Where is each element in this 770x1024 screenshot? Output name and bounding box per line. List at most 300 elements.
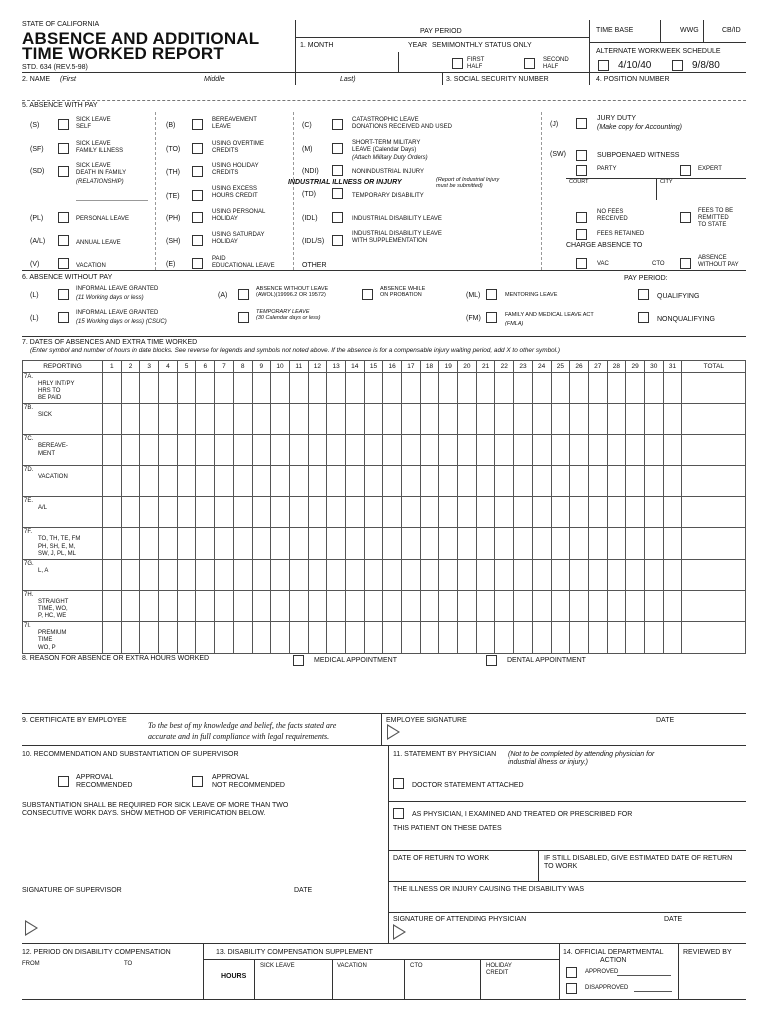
day-cell[interactable] (439, 559, 458, 590)
day-cell[interactable] (103, 373, 122, 404)
day-cell[interactable] (420, 622, 439, 653)
day-cell[interactable] (420, 404, 439, 435)
day-cell[interactable] (626, 373, 645, 404)
sick-leave-self-checkbox[interactable] (58, 119, 69, 130)
day-cell[interactable] (103, 404, 122, 435)
day-cell[interactable] (159, 435, 178, 466)
day-cell[interactable] (308, 590, 327, 621)
day-cell[interactable] (196, 466, 215, 497)
day-cell[interactable] (215, 497, 234, 528)
day-cell[interactable] (233, 590, 252, 621)
day-cell[interactable] (663, 622, 682, 653)
total-cell[interactable] (682, 373, 746, 404)
day-cell[interactable] (514, 590, 533, 621)
day-cell[interactable] (177, 373, 196, 404)
day-cell[interactable] (607, 466, 626, 497)
day-cell[interactable] (476, 435, 495, 466)
day-cell[interactable] (252, 559, 271, 590)
day-cell[interactable] (252, 590, 271, 621)
day-cell[interactable] (308, 497, 327, 528)
day-cell[interactable] (607, 373, 626, 404)
day-cell[interactable] (196, 528, 215, 559)
using-personal-holiday-checkbox[interactable] (192, 212, 203, 223)
schedule-4-10-40-checkbox[interactable] (598, 60, 609, 71)
day-cell[interactable] (570, 435, 589, 466)
day-cell[interactable] (252, 435, 271, 466)
day-cell[interactable] (383, 466, 402, 497)
day-cell[interactable] (551, 404, 570, 435)
day-cell[interactable] (532, 404, 551, 435)
day-cell[interactable] (551, 373, 570, 404)
day-cell[interactable] (551, 435, 570, 466)
day-cell[interactable] (121, 466, 140, 497)
day-cell[interactable] (439, 622, 458, 653)
day-cell[interactable] (252, 404, 271, 435)
day-cell[interactable] (327, 373, 346, 404)
day-cell[interactable] (514, 435, 533, 466)
day-cell[interactable] (308, 559, 327, 590)
day-cell[interactable] (252, 622, 271, 653)
day-cell[interactable] (495, 528, 514, 559)
day-cell[interactable] (103, 497, 122, 528)
day-cell[interactable] (364, 590, 383, 621)
day-cell[interactable] (476, 373, 495, 404)
day-cell[interactable] (644, 466, 663, 497)
total-cell[interactable] (682, 528, 746, 559)
day-cell[interactable] (327, 590, 346, 621)
day-cell[interactable] (215, 404, 234, 435)
day-cell[interactable] (458, 559, 477, 590)
day-cell[interactable] (196, 435, 215, 466)
day-cell[interactable] (159, 622, 178, 653)
day-cell[interactable] (103, 590, 122, 621)
day-cell[interactable] (514, 528, 533, 559)
day-cell[interactable] (663, 435, 682, 466)
day-cell[interactable] (364, 497, 383, 528)
day-cell[interactable] (289, 497, 308, 528)
day-cell[interactable] (495, 435, 514, 466)
day-cell[interactable] (177, 435, 196, 466)
jury-duty-checkbox[interactable] (576, 118, 587, 129)
bereavement-checkbox[interactable] (192, 119, 203, 130)
day-cell[interactable] (570, 590, 589, 621)
day-cell[interactable] (663, 404, 682, 435)
day-cell[interactable] (289, 590, 308, 621)
day-cell[interactable] (607, 528, 626, 559)
fees-remitted-checkbox[interactable] (680, 212, 691, 223)
day-cell[interactable] (532, 497, 551, 528)
day-cell[interactable] (514, 373, 533, 404)
expert-checkbox[interactable] (680, 165, 691, 176)
day-cell[interactable] (458, 404, 477, 435)
day-cell[interactable] (271, 559, 290, 590)
day-cell[interactable] (476, 466, 495, 497)
day-cell[interactable] (607, 559, 626, 590)
day-cell[interactable] (532, 528, 551, 559)
day-cell[interactable] (103, 528, 122, 559)
day-cell[interactable] (159, 497, 178, 528)
day-cell[interactable] (476, 559, 495, 590)
day-cell[interactable] (495, 590, 514, 621)
day-cell[interactable] (345, 373, 364, 404)
day-cell[interactable] (532, 590, 551, 621)
day-cell[interactable] (289, 622, 308, 653)
day-cell[interactable] (289, 373, 308, 404)
day-cell[interactable] (532, 559, 551, 590)
day-cell[interactable] (626, 590, 645, 621)
second-half-checkbox[interactable] (524, 58, 535, 69)
day-cell[interactable] (532, 435, 551, 466)
day-cell[interactable] (215, 466, 234, 497)
day-cell[interactable] (402, 404, 421, 435)
day-cell[interactable] (252, 497, 271, 528)
day-cell[interactable] (495, 373, 514, 404)
day-cell[interactable] (271, 497, 290, 528)
day-cell[interactable] (663, 528, 682, 559)
day-cell[interactable] (588, 435, 607, 466)
day-cell[interactable] (233, 559, 252, 590)
day-cell[interactable] (476, 590, 495, 621)
day-cell[interactable] (383, 559, 402, 590)
day-cell[interactable] (644, 528, 663, 559)
day-cell[interactable] (663, 497, 682, 528)
day-cell[interactable] (626, 559, 645, 590)
day-cell[interactable] (402, 622, 421, 653)
day-cell[interactable] (233, 373, 252, 404)
day-cell[interactable] (364, 373, 383, 404)
sick-leave-death-checkbox[interactable] (58, 166, 69, 177)
mentoring-leave-checkbox[interactable] (486, 289, 497, 300)
day-cell[interactable] (271, 590, 290, 621)
day-cell[interactable] (308, 622, 327, 653)
day-cell[interactable] (327, 497, 346, 528)
day-cell[interactable] (140, 622, 159, 653)
day-cell[interactable] (196, 559, 215, 590)
day-cell[interactable] (327, 622, 346, 653)
day-cell[interactable] (551, 590, 570, 621)
nonqualifying-checkbox[interactable] (638, 312, 649, 323)
disapproved-checkbox[interactable] (566, 983, 577, 994)
day-cell[interactable] (271, 404, 290, 435)
day-cell[interactable] (121, 622, 140, 653)
day-cell[interactable] (570, 622, 589, 653)
day-cell[interactable] (439, 528, 458, 559)
day-cell[interactable] (233, 404, 252, 435)
day-cell[interactable] (551, 497, 570, 528)
day-cell[interactable] (663, 466, 682, 497)
day-cell[interactable] (140, 373, 159, 404)
day-cell[interactable] (570, 373, 589, 404)
day-cell[interactable] (588, 466, 607, 497)
day-cell[interactable] (252, 528, 271, 559)
day-cell[interactable] (551, 622, 570, 653)
day-cell[interactable] (289, 559, 308, 590)
day-cell[interactable] (159, 559, 178, 590)
day-cell[interactable] (289, 528, 308, 559)
day-cell[interactable] (476, 497, 495, 528)
day-cell[interactable] (140, 559, 159, 590)
day-cell[interactable] (588, 622, 607, 653)
day-cell[interactable] (420, 559, 439, 590)
day-cell[interactable] (345, 622, 364, 653)
using-overtime-checkbox[interactable] (192, 143, 203, 154)
day-cell[interactable] (140, 590, 159, 621)
day-cell[interactable] (570, 466, 589, 497)
day-cell[interactable] (364, 404, 383, 435)
day-cell[interactable] (271, 528, 290, 559)
day-cell[interactable] (495, 404, 514, 435)
day-cell[interactable] (383, 528, 402, 559)
day-cell[interactable] (607, 404, 626, 435)
day-cell[interactable] (364, 622, 383, 653)
day-cell[interactable] (345, 497, 364, 528)
medical-appointment-checkbox[interactable] (293, 655, 304, 666)
qualifying-checkbox[interactable] (638, 289, 649, 300)
day-cell[interactable] (308, 466, 327, 497)
day-cell[interactable] (215, 559, 234, 590)
day-cell[interactable] (289, 466, 308, 497)
day-cell[interactable] (177, 466, 196, 497)
party-checkbox[interactable] (576, 165, 587, 176)
day-cell[interactable] (215, 622, 234, 653)
day-cell[interactable] (383, 590, 402, 621)
day-cell[interactable] (140, 497, 159, 528)
military-leave-checkbox[interactable] (332, 143, 343, 154)
day-cell[interactable] (402, 435, 421, 466)
day-cell[interactable] (514, 559, 533, 590)
day-cell[interactable] (626, 497, 645, 528)
temporary-leave-checkbox[interactable] (238, 312, 249, 323)
day-cell[interactable] (121, 559, 140, 590)
day-cell[interactable] (345, 590, 364, 621)
day-cell[interactable] (177, 559, 196, 590)
day-cell[interactable] (159, 404, 178, 435)
schedule-9-8-80-checkbox[interactable] (672, 60, 683, 71)
vacation-checkbox[interactable] (58, 258, 69, 269)
day-cell[interactable] (345, 528, 364, 559)
day-cell[interactable] (233, 466, 252, 497)
total-cell[interactable] (682, 466, 746, 497)
day-cell[interactable] (420, 590, 439, 621)
day-cell[interactable] (644, 559, 663, 590)
day-cell[interactable] (532, 466, 551, 497)
day-cell[interactable] (196, 622, 215, 653)
nonindustrial-checkbox[interactable] (332, 165, 343, 176)
day-cell[interactable] (103, 559, 122, 590)
day-cell[interactable] (626, 404, 645, 435)
day-cell[interactable] (327, 559, 346, 590)
total-cell[interactable] (682, 590, 746, 621)
fmla-checkbox[interactable] (486, 312, 497, 323)
no-fees-checkbox[interactable] (576, 212, 587, 223)
day-cell[interactable] (588, 373, 607, 404)
day-cell[interactable] (103, 622, 122, 653)
day-cell[interactable] (514, 466, 533, 497)
day-cell[interactable] (271, 466, 290, 497)
day-cell[interactable] (177, 622, 196, 653)
day-cell[interactable] (402, 590, 421, 621)
probation-checkbox[interactable] (362, 289, 373, 300)
day-cell[interactable] (514, 404, 533, 435)
awol-checkbox[interactable] (238, 289, 249, 300)
day-cell[interactable] (458, 435, 477, 466)
day-cell[interactable] (159, 528, 178, 559)
sick-leave-family-checkbox[interactable] (58, 143, 69, 154)
day-cell[interactable] (420, 435, 439, 466)
day-cell[interactable] (663, 373, 682, 404)
day-cell[interactable] (626, 466, 645, 497)
day-cell[interactable] (177, 497, 196, 528)
day-cell[interactable] (476, 622, 495, 653)
day-cell[interactable] (588, 404, 607, 435)
day-cell[interactable] (121, 528, 140, 559)
day-cell[interactable] (420, 373, 439, 404)
day-cell[interactable] (402, 528, 421, 559)
day-cell[interactable] (121, 404, 140, 435)
day-cell[interactable] (289, 404, 308, 435)
day-cell[interactable] (570, 404, 589, 435)
day-cell[interactable] (159, 590, 178, 621)
day-cell[interactable] (570, 559, 589, 590)
day-cell[interactable] (345, 404, 364, 435)
day-cell[interactable] (233, 622, 252, 653)
day-cell[interactable] (271, 435, 290, 466)
day-cell[interactable] (121, 497, 140, 528)
industrial-disability-checkbox[interactable] (332, 212, 343, 223)
using-excess-checkbox[interactable] (192, 190, 203, 201)
day-cell[interactable] (121, 590, 140, 621)
day-cell[interactable] (626, 528, 645, 559)
informal-leave-15-checkbox[interactable] (58, 312, 69, 323)
total-cell[interactable] (682, 622, 746, 653)
day-cell[interactable] (439, 466, 458, 497)
examined-checkbox[interactable] (393, 808, 404, 819)
day-cell[interactable] (607, 622, 626, 653)
day-cell[interactable] (121, 435, 140, 466)
day-cell[interactable] (402, 497, 421, 528)
approval-recommended-checkbox[interactable] (58, 776, 69, 787)
day-cell[interactable] (159, 466, 178, 497)
day-cell[interactable] (233, 497, 252, 528)
day-cell[interactable] (233, 435, 252, 466)
using-saturday-holiday-checkbox[interactable] (192, 235, 203, 246)
fees-retained-checkbox[interactable] (576, 229, 587, 240)
day-cell[interactable] (439, 404, 458, 435)
day-cell[interactable] (644, 404, 663, 435)
day-cell[interactable] (570, 528, 589, 559)
day-cell[interactable] (588, 559, 607, 590)
day-cell[interactable] (551, 528, 570, 559)
day-cell[interactable] (103, 435, 122, 466)
day-cell[interactable] (402, 466, 421, 497)
day-cell[interactable] (196, 373, 215, 404)
day-cell[interactable] (626, 622, 645, 653)
day-cell[interactable] (402, 373, 421, 404)
day-cell[interactable] (476, 528, 495, 559)
day-cell[interactable] (364, 466, 383, 497)
annual-leave-checkbox[interactable] (58, 235, 69, 246)
day-cell[interactable] (663, 590, 682, 621)
cto-checkbox[interactable] (680, 258, 691, 269)
total-cell[interactable] (682, 435, 746, 466)
day-cell[interactable] (607, 590, 626, 621)
day-cell[interactable] (196, 590, 215, 621)
day-cell[interactable] (458, 373, 477, 404)
day-cell[interactable] (327, 466, 346, 497)
day-cell[interactable] (458, 622, 477, 653)
day-cell[interactable] (420, 466, 439, 497)
day-cell[interactable] (215, 528, 234, 559)
day-cell[interactable] (364, 528, 383, 559)
day-cell[interactable] (458, 590, 477, 621)
dental-appointment-checkbox[interactable] (486, 655, 497, 666)
day-cell[interactable] (514, 497, 533, 528)
day-cell[interactable] (532, 622, 551, 653)
day-cell[interactable] (495, 559, 514, 590)
doctor-statement-checkbox[interactable] (393, 778, 404, 789)
first-half-checkbox[interactable] (452, 58, 463, 69)
day-cell[interactable] (140, 466, 159, 497)
day-cell[interactable] (383, 404, 402, 435)
day-cell[interactable] (663, 559, 682, 590)
day-cell[interactable] (551, 559, 570, 590)
day-cell[interactable] (140, 435, 159, 466)
day-cell[interactable] (458, 528, 477, 559)
day-cell[interactable] (140, 528, 159, 559)
day-cell[interactable] (495, 497, 514, 528)
total-cell[interactable] (682, 559, 746, 590)
day-cell[interactable] (327, 435, 346, 466)
day-cell[interactable] (252, 466, 271, 497)
day-cell[interactable] (644, 497, 663, 528)
approved-checkbox[interactable] (566, 967, 577, 978)
day-cell[interactable] (495, 466, 514, 497)
day-cell[interactable] (495, 622, 514, 653)
vac-checkbox[interactable] (576, 258, 587, 269)
day-cell[interactable] (439, 590, 458, 621)
day-cell[interactable] (383, 622, 402, 653)
day-cell[interactable] (177, 590, 196, 621)
day-cell[interactable] (551, 466, 570, 497)
industrial-supplementation-checkbox[interactable] (332, 235, 343, 246)
day-cell[interactable] (644, 590, 663, 621)
catastrophic-leave-checkbox[interactable] (332, 119, 343, 130)
day-cell[interactable] (588, 590, 607, 621)
day-cell[interactable] (140, 404, 159, 435)
day-cell[interactable] (177, 528, 196, 559)
day-cell[interactable] (514, 622, 533, 653)
day-cell[interactable] (196, 404, 215, 435)
day-cell[interactable] (644, 435, 663, 466)
day-cell[interactable] (327, 404, 346, 435)
day-cell[interactable] (476, 404, 495, 435)
day-cell[interactable] (233, 528, 252, 559)
day-cell[interactable] (532, 373, 551, 404)
day-cell[interactable] (308, 435, 327, 466)
day-cell[interactable] (383, 435, 402, 466)
day-cell[interactable] (570, 497, 589, 528)
day-cell[interactable] (644, 622, 663, 653)
day-cell[interactable] (383, 497, 402, 528)
day-cell[interactable] (364, 559, 383, 590)
informal-leave-11-checkbox[interactable] (58, 289, 69, 300)
day-cell[interactable] (607, 435, 626, 466)
day-cell[interactable] (289, 435, 308, 466)
day-cell[interactable] (252, 373, 271, 404)
total-cell[interactable] (682, 404, 746, 435)
day-cell[interactable] (644, 373, 663, 404)
personal-leave-checkbox[interactable] (58, 212, 69, 223)
